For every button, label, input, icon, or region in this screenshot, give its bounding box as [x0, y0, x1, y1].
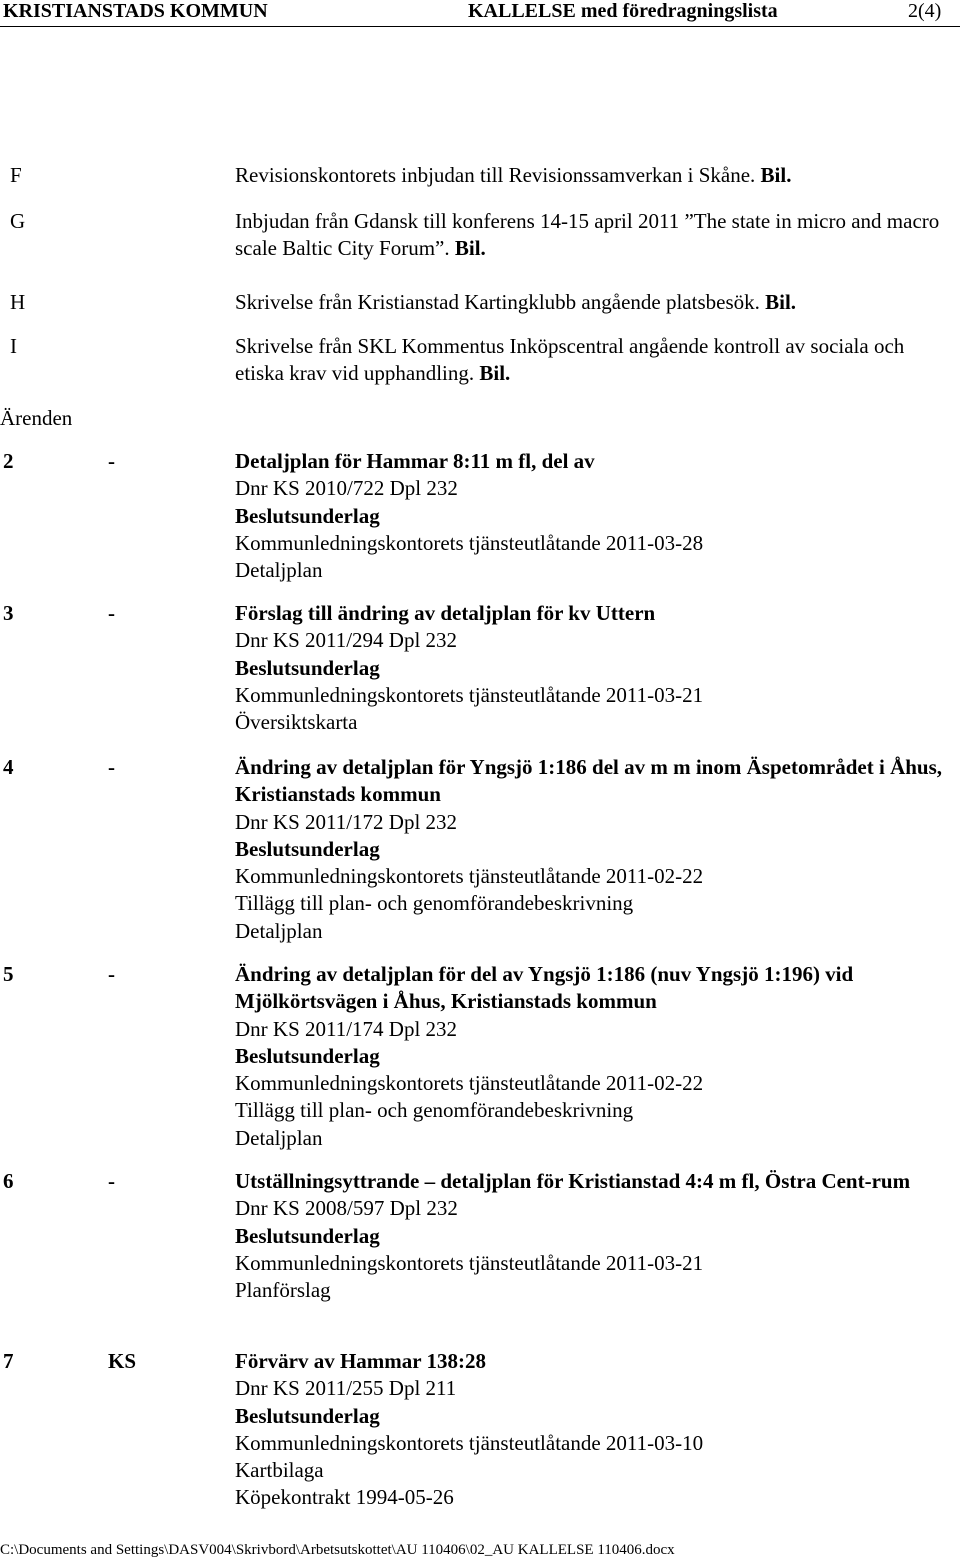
- item-number: 2: [3, 449, 14, 473]
- header-divider: [0, 26, 960, 27]
- info-text-g: Inbjudan från Gdansk till konferens 14-15 april 2011 ”The state in micro and macro scale Baltic City Forum”. Bil.: [235, 209, 940, 260]
- item-title: Förvärv av Hammar 138:28: [235, 1349, 486, 1373]
- item-dnr: Dnr KS 2008/597 Dpl 232: [235, 1196, 458, 1221]
- header-municipality: KRISTIANSTADS KOMMUN: [3, 0, 268, 22]
- item-number: 6: [3, 1169, 14, 1193]
- info-letter-i: I: [10, 334, 17, 358]
- item-document: Tillägg till plan- och genomförandebeskrivning: [235, 891, 634, 916]
- item-document: Kommunledningskontorets tjänsteutlåtande 2011-03-21: [235, 1250, 704, 1275]
- agenda-item-7: [235, 1348, 959, 1512]
- item-dash: -: [108, 962, 115, 986]
- agenda-item-3: [235, 600, 959, 736]
- info-letter-f: F: [10, 163, 22, 187]
- header-page-number: 2(4): [908, 0, 942, 22]
- item-title: Ändring av detaljplan för Yngsjö 1:186 del av m m inom Äspetområdet i Åhus, Kristianstads kommun: [235, 755, 943, 807]
- info-text-i: Skrivelse från SKL Kommentus Inköpscentral angående kontroll av sociala och etiska krav vid upphandling. Bil.: [235, 334, 905, 385]
- item-number: 7: [3, 1349, 14, 1373]
- item-number: 5: [3, 962, 14, 986]
- item-dash: -: [108, 601, 115, 625]
- info-text-f: Revisionskontorets inbjudan till Revisionssamverkan i Skåne. Bil.: [235, 163, 792, 187]
- item-document: Kommunledningskontorets tjänsteutlåtande 2011-03-21: [235, 682, 704, 707]
- item-dnr: Dnr KS 2011/174 Dpl 232: [235, 1016, 458, 1041]
- item-title: Ändring av detaljplan för del av Yngsjö 1:186 (nuv Yngsjö 1:196) vid Mjölkörtsvägen i Åhus, Kristianstads kommun: [235, 962, 854, 1014]
- agenda-item-4: [235, 754, 959, 945]
- item-dash: -: [108, 449, 115, 473]
- item-decision-basis: Beslutsunderlag: [235, 1223, 380, 1248]
- item-document: Kartbilaga: [235, 1458, 324, 1483]
- item-title: Utställningsyttrande – detaljplan för Kristianstad 4:4 m fl, Östra Cent-rum: [235, 1169, 911, 1193]
- item-dash: -: [108, 1169, 115, 1193]
- item-document: Kommunledningskontorets tjänsteutlåtande 2011-02-22: [235, 1071, 704, 1096]
- item-dnr: Dnr KS 2010/722 Dpl 232: [235, 476, 458, 501]
- item-decision-basis: Beslutsunderlag: [235, 1043, 380, 1068]
- item-document: Köpekontrakt 1994-05-26: [235, 1485, 454, 1510]
- agenda-item-6: [235, 1168, 959, 1304]
- item-document: Kommunledningskontorets tjänsteutlåtande 2011-02-22: [235, 864, 704, 889]
- item-decision-basis: Beslutsunderlag: [235, 503, 380, 528]
- info-text-h: Skrivelse från Kristianstad Kartingklubb angående platsbesök. Bil.: [235, 290, 797, 314]
- item-title: Förslag till ändring av detaljplan för kv Uttern: [235, 601, 656, 625]
- item-title: Detaljplan för Hammar 8:11 m fl, del av: [235, 449, 595, 473]
- header-document-type: KALLELSE med föredragningslista: [468, 0, 778, 22]
- item-number: 3: [3, 601, 14, 625]
- attachment-marker: Bil.: [479, 361, 511, 385]
- footer-file-path: C:\Documents and Settings\DASV004\Skrivbord\Arbetsutskottet\AU 110406\02_AU KALLELSE 110406.docx: [0, 1542, 675, 1558]
- attachment-marker: Bil.: [765, 290, 797, 314]
- section-heading-arenden: Ärenden: [0, 406, 73, 430]
- item-document: Översiktskarta: [235, 710, 358, 735]
- agenda-item-2: [235, 448, 959, 584]
- item-dash: -: [108, 755, 115, 779]
- item-document: Planförslag: [235, 1278, 331, 1303]
- item-document: Kommunledningskontorets tjänsteutlåtande 2011-03-28: [235, 530, 704, 555]
- item-document: Kommunledningskontorets tjänsteutlåtande 2011-03-10: [235, 1430, 704, 1455]
- item-dnr: Dnr KS 2011/172 Dpl 232: [235, 809, 458, 834]
- item-document: Detaljplan: [235, 1125, 323, 1150]
- item-dnr: Dnr KS 2011/294 Dpl 232: [235, 628, 458, 653]
- item-document: Detaljplan: [235, 558, 323, 583]
- item-document: Detaljplan: [235, 918, 323, 943]
- info-letter-g: G: [10, 209, 26, 233]
- item-document: Tillägg till plan- och genomförandebeskrivning: [235, 1098, 634, 1123]
- item-number: 4: [3, 755, 14, 779]
- item-decision-basis: Beslutsunderlag: [235, 655, 380, 680]
- item-decision-basis: Beslutsunderlag: [235, 1403, 380, 1428]
- item-committee: KS: [108, 1349, 137, 1373]
- item-dnr: Dnr KS 2011/255 Dpl 211: [235, 1376, 457, 1401]
- item-decision-basis: Beslutsunderlag: [235, 836, 380, 861]
- attachment-marker: Bil.: [760, 163, 792, 187]
- attachment-marker: Bil.: [454, 236, 486, 260]
- agenda-item-5: [235, 961, 959, 1152]
- page-header: [0, 0, 960, 26]
- info-letter-h: H: [10, 290, 26, 314]
